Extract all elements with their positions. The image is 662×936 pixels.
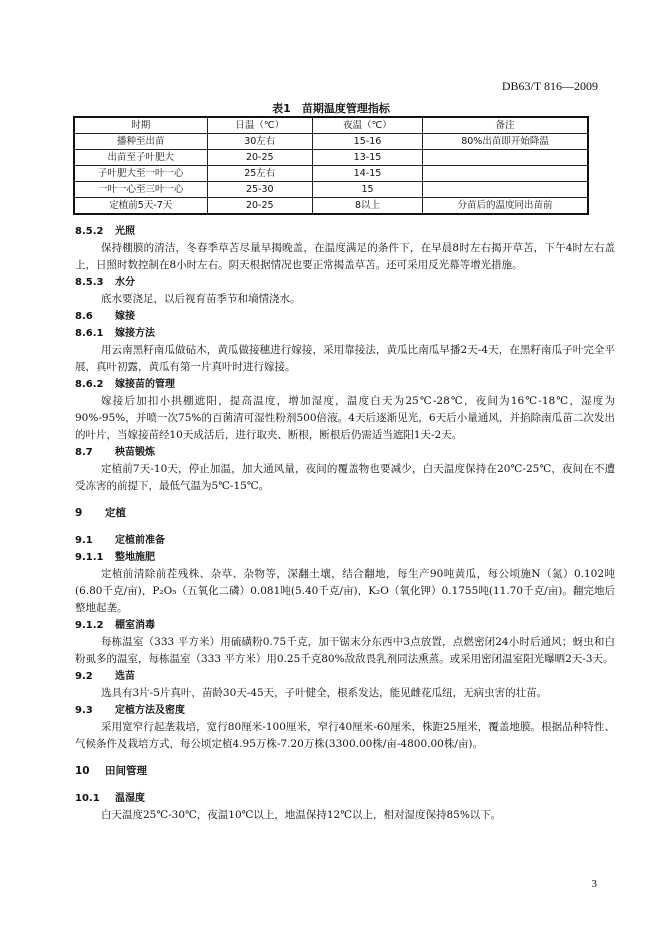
- section-heading: 8.6.1 嫁接方法: [75, 328, 155, 339]
- paragraph: 定植前清除前茬残株、杂草、杂物等，深翻土壤，结合翻地，每生产90吨黄瓜，每公顷施N（氮）0.102吨(6.80千克/亩)，P₂O₅（五氧化二磷）0.081吨(5.40千克/亩)，K₂O（氧化钾）0.1755吨(11.70千克/亩)。翻完地后整地起垄。: [75, 568, 615, 614]
- document-body: [75, 223, 615, 824]
- section-heading: 9.1.1 整地施肥: [75, 552, 155, 563]
- paragraph: 每栋温室（333 平方米）用硫磺粉0.75千克，加干锯末分东西中3点放置，点燃密闭24小时后通风；蚜虫和白粉虱多的温室，每栋温室（333 平方米）用0.25千克80%敌敌畏乳剂同法熏蒸。或采用密闭温室阳光曝晒2天-3天。: [75, 636, 615, 665]
- section-heading: 8.5.2 光照: [75, 226, 135, 237]
- table-row: [74, 134, 588, 150]
- section-heading: 10.1 温湿度: [75, 793, 145, 804]
- table-cell: 子叶肥大至一叶一心: [74, 166, 207, 182]
- table-header-cell: 夜温（℃）: [312, 117, 422, 134]
- table-cell: 8以上: [312, 198, 422, 215]
- table-cell: 播种至出苗: [74, 134, 207, 150]
- paragraph: 定植前7天-10天，停止加温，加大通风量，夜间的覆盖物也要减少，白天温度保持在20℃-25℃，夜间在不遭受冻害的前提下，最低气温为5℃-15℃。: [75, 463, 615, 492]
- table-cell: [423, 182, 588, 198]
- section-heading: 8.6 嫁接: [75, 311, 135, 322]
- paragraph: 白天温度25℃-30℃，夜温10℃以上，地温保持12℃以上，相对湿度保持85%以下。: [101, 809, 502, 821]
- table-row: [74, 150, 588, 166]
- table-cell: [423, 150, 588, 166]
- table-row: [74, 182, 588, 198]
- paragraph: 嫁接后加扣小拱棚遮阳，提高温度，增加湿度，温度白天为25℃-28℃，夜间为16℃-18℃，湿度为90%-95%，并喷一次75%的百菌清可湿性粉剂500倍液。4天后逐渐见光，6天后小量通风，并掐除南瓜苗二次发出的叶片，当嫁接苗经10天成活后，进行取夹、断根，断根后仍需适当遮阳1天-2天。: [75, 395, 615, 441]
- paragraph: 保持棚膜的清洁，冬春季草苫尽量早揭晚盖，在温度满足的条件下，在早晨8时左右揭开草苫，下午4时左右盖上，日照时数控制在8小时左右。阴天根据情况也要正常揭盖草苫。还可采用反光幕等增光措施。: [75, 242, 615, 271]
- table-cell: 一叶一心至三叶一心: [74, 182, 207, 198]
- section-heading: 9.1 定植前准备: [75, 535, 165, 546]
- table-cell: 25-30: [207, 182, 312, 198]
- section-heading: 8.6.2 嫁接苗的管理: [75, 379, 175, 390]
- table-cell: 定植前5天-7天: [74, 198, 207, 215]
- table-title: 表1 苗期温度管理指标: [272, 102, 390, 115]
- section-heading: 9.1.2 棚室消毒: [75, 620, 155, 631]
- section-heading: 9.2 选苗: [75, 671, 135, 682]
- table-cell: 20-25: [207, 198, 312, 215]
- section-heading: 9.3 定植方法及密度: [75, 705, 185, 716]
- table-header-row: [74, 117, 588, 134]
- table-cell: 13-15: [312, 150, 422, 166]
- table-cell: 20-25: [207, 150, 312, 166]
- table-cell: 15: [312, 182, 422, 198]
- table-header-cell: 备注: [423, 117, 588, 134]
- document-id: DB63/T 816—2009: [501, 79, 598, 93]
- page-number: 3: [591, 878, 597, 890]
- table-cell: 25左右: [207, 166, 312, 182]
- chapter-heading: 10 田间管理: [75, 765, 147, 777]
- seedling-temperature-table: [73, 116, 589, 215]
- table-cell: 出苗至子叶肥大: [74, 150, 207, 166]
- paragraph: 选具有3片-5片真叶，苗龄30天-45天，子叶健全，根系发达，能见雌花瓜纽，无病虫害的壮苗。: [101, 687, 548, 699]
- section-heading: 8.5.3 水分: [75, 277, 135, 288]
- table-cell: 80%出苗即开始降温: [423, 134, 588, 150]
- table-cell: 14-15: [312, 166, 422, 182]
- paragraph: 底水要浇足，以后视育苗季节和墒情浇水。: [101, 293, 301, 305]
- table-cell: 30左右: [207, 134, 312, 150]
- table-cell: 分苗后的温度同出苗前: [423, 198, 588, 215]
- paragraph: 采用宽窄行起垄栽培，宽行80厘米-100厘米，窄行40厘米-60厘米，株距25厘米，覆盖地膜。根据品种特性、气候条件及栽培方式，每公顷定植4.95万株-7.20万株(3300.00株/亩-4800.00株/亩)。: [75, 721, 615, 750]
- paragraph: 用云南黑籽南瓜做砧木，黄瓜做接穗进行嫁接，采用靠接法，黄瓜比南瓜早播2天-4天，在黑籽南瓜子叶完全平展，真叶初露，黄瓜有第一片真叶时进行嫁接。: [75, 344, 615, 373]
- section-heading: 8.7 秧苗锻炼: [75, 447, 155, 458]
- table-row: [74, 166, 588, 182]
- table-cell: [423, 166, 588, 182]
- table-header-cell: 日温（℃）: [207, 117, 312, 134]
- chapter-heading: 9 定植: [75, 507, 126, 519]
- table-header-cell: 时期: [74, 117, 207, 134]
- table-row: [74, 198, 588, 215]
- table-cell: 15-16: [312, 134, 422, 150]
